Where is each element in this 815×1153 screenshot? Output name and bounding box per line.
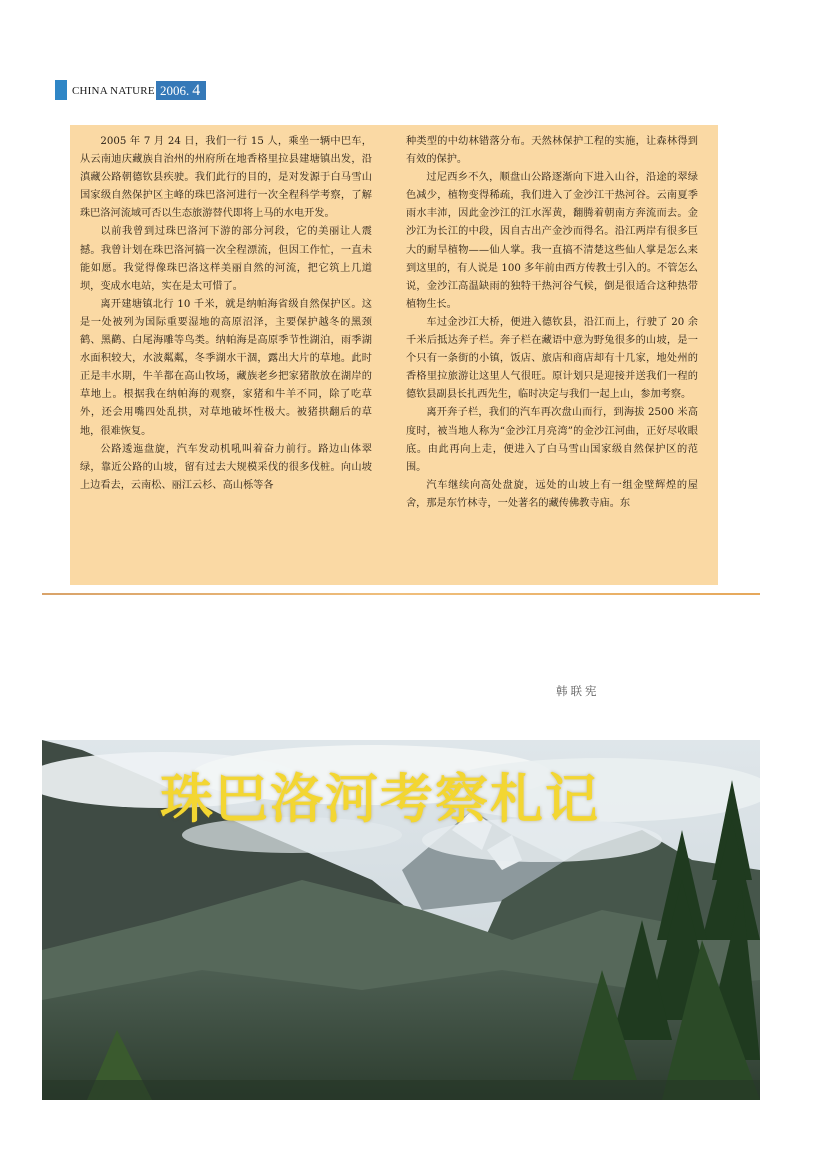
text-column-left	[80, 133, 372, 578]
section-divider	[42, 593, 760, 595]
paragraph: 车过金沙江大桥，便进入德钦县，沿江而上，行驶了 20 余千米后抵达奔子栏。奔子栏在藏语中意为野兔很多的山坡，是一个只有一条街的小镇，饭店、旅店和商店却有十几家，地处州的香格里拉旅游让这里人气很旺。原计划只是迎接并送我们一程的德钦县副县长扎西先生，临时决定与我们一起上山，参加考察。	[406, 316, 698, 401]
text-column-right	[406, 133, 698, 578]
paragraph: 2005 年 7 月 24 日，我们一行 15 人，乘坐一辆中巴车，从云南迪庆藏族自治州的州府所在地香格里拉县建塘镇出发，沿滇藏公路朝德钦县疾驶。我们此行的目的，是对发源于白马雪山国家级自然保护区主峰的珠巴洛河进行一次全程科学考察，了解珠巴洛河流域可否以生态旅游替代即将上马的水电开发。	[80, 136, 372, 220]
article-title: 珠巴洛河考察札记	[160, 769, 600, 830]
magazine-name: CHINA NATURE	[72, 85, 155, 97]
paragraph: 离开奔子栏，我们的汽车再次盘山而行，到海拔 2500 米高度时，被当地人称为“金沙江月亮湾”的金沙江河曲，正好尽收眼底。由此再向上走，便进入了白马雪山国家级自然保护区的范围。	[406, 407, 698, 473]
paragraph: 离开建塘镇北行 10 千米，就是纳帕海省级自然保护区。这是一处被列为国际重要湿地的高原沼泽，主要保护越冬的黑颈鹤、黑鹳、白尾海雕等鸟类。纳帕海是高原季节性湖泊，雨季湖水面积较大，水波粼粼，冬季湖水干涸，露出大片的草地。此时正是丰水期，牛羊都在高山牧场，藏族老乡把家猪散放在湖岸的草地上。根据我在纳帕海的观察，家猪和牛羊不同，除了吃草外，还会用嘴四处乱拱，对草地破坏性极大。被猪拱翻后的草地，很难恢复。	[80, 298, 372, 437]
issue-number: 4	[192, 82, 201, 99]
issue-badge	[156, 81, 206, 100]
paragraph: 种类型的中幼林错落分布。天然林保护工程的实施，让森林得到有效的保护。	[406, 136, 698, 166]
header-accent-bar	[55, 80, 67, 100]
article-text-box	[70, 125, 718, 585]
paragraph: 以前我曾到过珠巴洛河下游的部分河段，它的美丽让人震撼。我曾计划在珠巴洛河搞一次全程漂流，但因工作忙，一直未能如愿。我觉得像珠巴洛这样美丽自然的河流，把它筑上几道坝，变成水电站，实在是太可惜了。	[80, 226, 372, 292]
paragraph: 汽车继续向高处盘旋，远处的山坡上有一组金壁辉煌的屋舍，那是东竹林寺，一处著名的藏传佛教寺庙。东	[406, 479, 698, 509]
paragraph: 公路逶迤盘旋，汽车发动机吼叫着奋力前行。路边山体翠绿，靠近公路的山坡，留有过去大规模采伐的很多伐桩。向山坡上边看去，云南松、丽江云杉、高山栎等各	[80, 443, 372, 491]
paragraph: 过尼西乡不久，顺盘山公路逐渐向下进入山谷，沿途的翠绿色减少，植物变得稀疏，我们进入了金沙江干热河谷。云南夏季雨水丰沛，因此金沙江的江水浑黄，翻腾着朝南方奔流而去。金沙江为长江的中段，因自古出产金沙而得名。沿江两岸有很多巨大的耐旱植物——仙人掌。我一直搞不清楚这些仙人掌是怎么来到这里的，有人说是 100 多年前由西方传教士引入的。不管怎么说，金沙江高温缺雨的独特干热河谷气候，倒是很适合这种热带植物生长。	[406, 172, 698, 310]
issue-year: 2006.	[160, 83, 190, 98]
author-name: 韩联宪	[556, 684, 600, 698]
